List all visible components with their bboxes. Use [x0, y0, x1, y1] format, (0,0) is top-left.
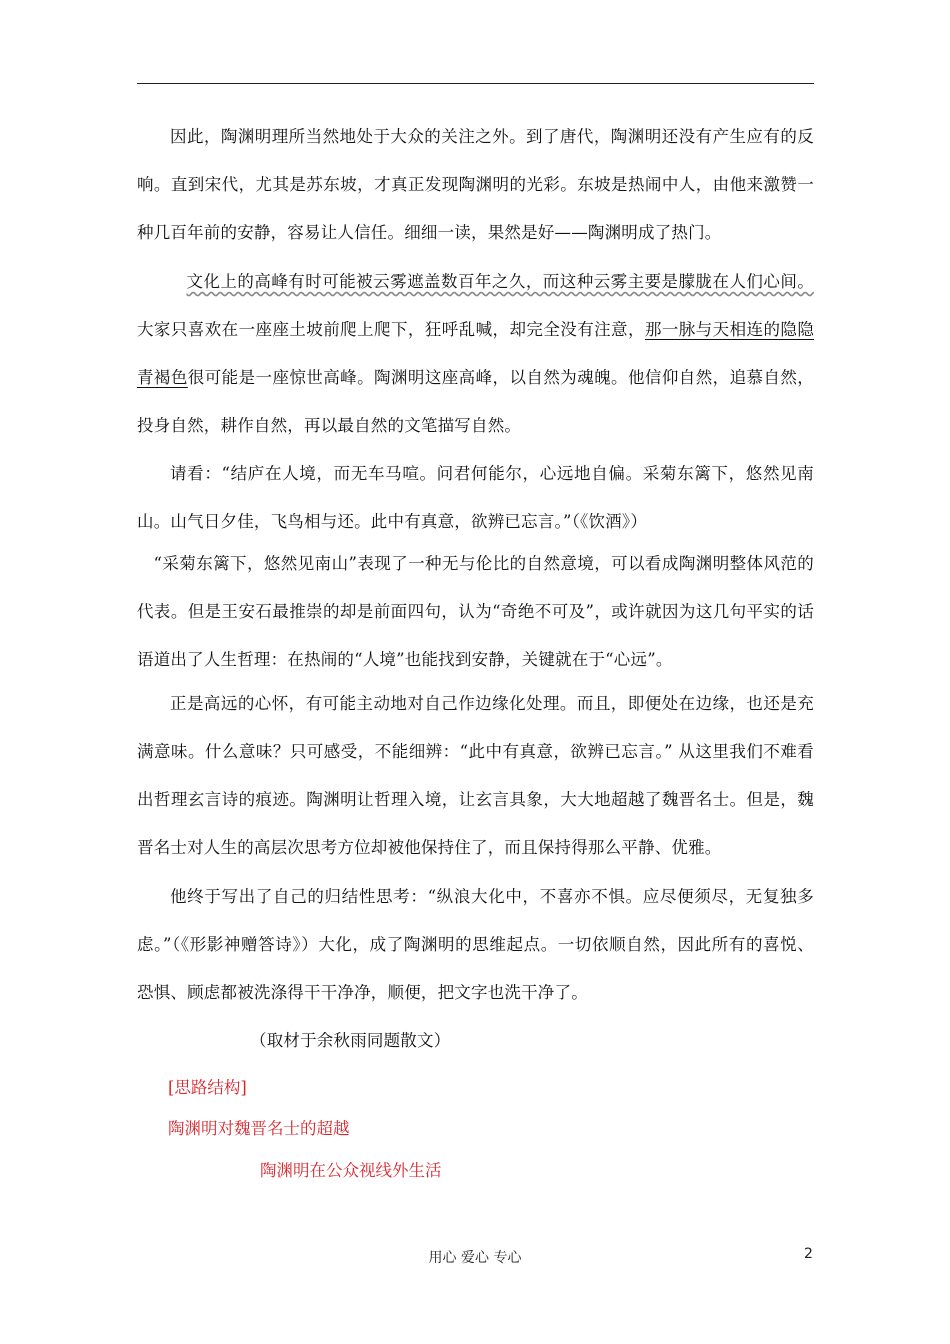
page-number: 2	[804, 1246, 813, 1262]
paragraph-2	[137, 258, 814, 450]
header-rule	[137, 83, 814, 84]
paragraph-4: “采菊东篱下，悠然见南山”表现了一种无与伦比的自然意境，可以看成陶渊明整体风范的代表。但是王安石最推崇的却是前面四句，认为“奇绝不可及”，或许就因为这几句平实的话语道出了人生哲理：在热闹的“人境”也能找到安静，关键就在于“心远”。	[137, 554, 814, 669]
paragraph-6: 他终于写出了自己的归结性思考：“纵浪大化中，不喜亦不惧。应尽便须尽，无复独多虑。”（《形影神赠答诗》）大化，成了陶渊明的思维起点。一切依顺自然，因此所有的喜悦、恐惧、顾虑都被洗涤得干干净净，顺便，把文字也洗干净了。	[137, 887, 814, 1002]
paragraph-2-text-b: 很可能是一座惊世高峰。陶渊明这座高峰，以自然为魂魄。他信仰自然，追慕自然，投身自然，耕作自然，再以最自然的文笔描写自然。	[137, 368, 814, 435]
structure-heading: [思路结构]	[168, 1078, 247, 1097]
source-note: （取材于余秋雨同题散文）	[250, 1031, 451, 1050]
structure-item-1: 陶渊明对魏晋名士的超越	[168, 1119, 350, 1138]
paragraph-3: 请看：“结庐在人境，而无车马喧。问君何能尔，心远地自偏。采菊东篱下，悠然见南山。山气日夕佳，飞鸟相与还。此中有真意，欲辨已忘言。”（《饮酒》）	[137, 464, 814, 531]
paragraph-1: 因此，陶渊明理所当然地处于大众的关注之外。到了唐代，陶渊明还没有产生应有的反响。直到宋代，尤其是苏东坡，才真正发现陶渊明的光彩。东坡是热闹中人，由他来激赞一种几百年前的安静，容易让人信任。细细一读，果然是好——陶渊明成了热门。	[137, 127, 814, 242]
wavy-underlined-text: 文化上的高峰有时可能被云雾遮盖数百年之久，而这种云雾主要是朦胧在人们心间。	[186, 272, 814, 291]
paragraph-2-text-a: 大家只喜欢在一座座土坡前爬上爬下，狂呼乱喊，却完全没有注意，	[137, 320, 645, 339]
underlined-text: 那一脉与天相连的隐隐青褐色	[137, 320, 815, 387]
footer-motto: 用心 爱心 专心	[428, 1250, 522, 1266]
structure-item-2: 陶渊明在公众视线外生活	[260, 1161, 442, 1180]
paragraph-5: 正是高远的心怀，有可能主动地对自己作边缘化处理。而且，即便处在边缘，也还是充满意味。什么意味？只可感受，不能细辨：“此中有真意，欲辨已忘言。” 从这里我们不难看出哲理玄言诗的痕迹。陶渊明让哲理入境，让玄言具象，大大地超越了魏晋名士。但是，魏晋名士对人生的高层次思考方位却被他保持住了，而且保持得那么平静、优雅。	[137, 694, 814, 857]
